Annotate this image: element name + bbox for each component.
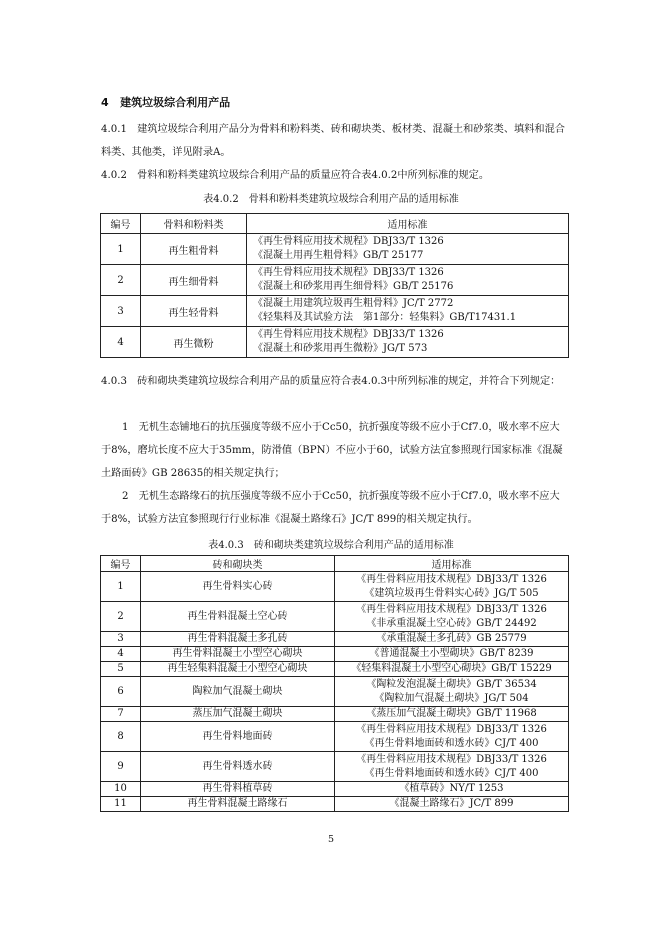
table-4-0-3-caption: 表4.0.3 砖和砌块类建筑垃圾综合利用产品的适用标准 <box>208 540 454 551</box>
standard-line: 《再生骨料应用技术规程》DBJ33/T 1326 <box>356 754 547 765</box>
applicable-standards <box>247 234 569 265</box>
table-header-row <box>101 214 569 234</box>
applicable-standards <box>247 327 569 358</box>
table-row <box>101 707 569 722</box>
clause-4-0-3: 4.0.3 砖和砌块类建筑垃圾综合利用产品的质量应符合表4.0.3中所列标准的规定，并符合下列规定： <box>101 376 561 387</box>
standard-line: 《再生骨料应用技术规程》DBJ33/T 1326 <box>253 267 444 278</box>
standard-line: 《混凝土路缘石》JC/T 899 <box>389 798 514 810</box>
header-category: 骨料和粉料类 <box>141 214 247 234</box>
table-4-0-2 <box>100 213 569 358</box>
product-name: 再生粗骨料 <box>141 234 247 265</box>
section-title: 建筑垃圾综合利用产品 <box>120 96 231 109</box>
row-number: 9 <box>101 752 141 782</box>
clause-4-0-3-item-2: 2 无机生态路缘石的抗压强度等级不应小于Cc50，抗折强度等级不应小于Cf7.0，吸水率不应大于8%，试验方法宜参照现行行业标准《混凝土路缘石》JC/T 899的相关规定执行。 <box>101 491 560 525</box>
applicable-standards <box>335 647 569 662</box>
table-row <box>101 602 569 632</box>
standard-line: 《再生骨料应用技术规程》DBJ33/T 1326 <box>253 329 444 340</box>
table-row <box>101 327 569 358</box>
standard-line: 《建筑垃圾再生骨料实心砖》JG/T 505 <box>364 587 539 599</box>
product-name: 再生骨料实心砖 <box>141 572 335 602</box>
table-row <box>101 752 569 782</box>
row-number: 11 <box>101 797 141 812</box>
applicable-standards <box>247 265 569 296</box>
standard-line: 《混凝土和砂浆用再生细骨料》GB/T 25176 <box>253 281 454 292</box>
applicable-standards <box>247 296 569 327</box>
product-name: 再生骨料混凝土空心砖 <box>141 602 335 632</box>
product-name: 陶粒加气混凝土砌块 <box>141 677 335 707</box>
clause-4-0-2: 4.0.2 骨料和粉料类建筑垃圾综合利用产品的质量应符合表4.0.2中所列标准的规定。 <box>101 170 490 181</box>
standard-line: 《混凝土用再生粗骨料》GB/T 25177 <box>253 250 424 261</box>
table-row <box>101 677 569 707</box>
standard-line: 《非承重混凝土空心砖》GB/T 24492 <box>366 617 537 629</box>
row-number: 5 <box>101 662 141 677</box>
table-row <box>101 722 569 752</box>
standard-line: 《轻集料混凝土小型空心砌块》GB/T 15229 <box>351 663 552 675</box>
table-row <box>101 296 569 327</box>
header-number: 编号 <box>101 556 141 572</box>
standard-line: 《陶粒加气混凝土砌块》JG/T 504 <box>374 692 529 704</box>
standard-line: 《植草砖》NY/T 1253 <box>399 783 504 795</box>
applicable-standards <box>335 782 569 797</box>
table-row <box>101 797 569 812</box>
table-row <box>101 662 569 677</box>
standard-line: 《混凝土和砂浆用再生微粉》JG/T 573 <box>253 343 428 354</box>
standard-line: 《再生骨料应用技术规程》DBJ33/T 1326 <box>356 574 547 585</box>
row-number: 8 <box>101 722 141 752</box>
table-row <box>101 572 569 602</box>
clause-4-0-1: 4.0.1 建筑垃圾综合利用产品分为骨料和粉料类、砖和砌块类、板材类、混凝土和砂浆类、填料和混合料类、其他类，详见附录A。 <box>101 124 565 158</box>
applicable-standards <box>335 662 569 677</box>
header-number: 编号 <box>101 214 141 234</box>
product-name: 再生微粉 <box>141 327 247 358</box>
standard-line: 《再生骨料地面砖和透水砖》CJ/T 400 <box>364 767 539 779</box>
table-header-row <box>101 556 569 572</box>
section-heading <box>101 94 230 110</box>
product-name: 蒸压加气混凝土砌块 <box>141 707 335 722</box>
product-name: 再生轻骨料 <box>141 296 247 327</box>
row-number: 6 <box>101 677 141 707</box>
product-name: 再生骨料混凝土小型空心砌块 <box>141 647 335 662</box>
row-number: 2 <box>101 602 141 632</box>
page-number: 5 <box>327 834 335 845</box>
table-row <box>101 632 569 647</box>
product-name: 再生骨料植草砖 <box>141 782 335 797</box>
applicable-standards <box>335 752 569 782</box>
row-number: 2 <box>101 265 141 296</box>
table-row <box>101 782 569 797</box>
row-number: 3 <box>101 632 141 647</box>
clause-4-0-3-item-1: 1 无机生态铺地石的抗压强度等级不应小于Cc50，抗折强度等级不应小于Cf7.0，吸水率不应大于8%，磨坑长度不应大于35mm，防滑值（BPN）不应小于60，试验方法宜参照现行国家标准《混凝土路面砖》GB 28635的相关规定执行； <box>101 422 563 479</box>
row-number: 1 <box>101 234 141 265</box>
standard-line: 《蒸压加气混凝土砌块》GB/T 11968 <box>366 708 537 720</box>
product-name: 再生细骨料 <box>141 265 247 296</box>
table-row <box>101 234 569 265</box>
product-name: 再生轻集料混凝土小型空心砌块 <box>141 662 335 677</box>
standard-line: 《普通混凝土小型砌块》GB/T 8239 <box>369 648 534 660</box>
row-number: 3 <box>101 296 141 327</box>
applicable-standards <box>335 797 569 812</box>
applicable-standards <box>335 677 569 707</box>
row-number: 1 <box>101 572 141 602</box>
product-name: 再生骨料混凝土多孔砖 <box>141 632 335 647</box>
row-number: 7 <box>101 707 141 722</box>
section-number: 4 <box>101 96 109 109</box>
standard-line: 《轻集料及其试验方法 第1部分：轻集料》GB/T17431.1 <box>253 312 517 323</box>
product-name: 再生骨料透水砖 <box>141 752 335 782</box>
applicable-standards <box>335 602 569 632</box>
row-number: 10 <box>101 782 141 797</box>
applicable-standards <box>335 632 569 647</box>
standard-line: 《混凝土用建筑垃圾再生粗骨料》JC/T 2772 <box>253 298 454 309</box>
product-name: 再生骨料地面砖 <box>141 722 335 752</box>
table-4-0-3 <box>100 555 569 812</box>
table-4-0-2-caption: 表4.0.2 骨料和粉料类建筑垃圾综合利用产品的适用标准 <box>203 194 459 205</box>
header-category: 砖和砌块类 <box>141 556 335 572</box>
applicable-standards <box>335 572 569 602</box>
table-row <box>101 265 569 296</box>
row-number: 4 <box>101 647 141 662</box>
standard-line: 《再生骨料应用技术规程》DBJ33/T 1326 <box>356 604 547 615</box>
header-standards: 适用标准 <box>247 214 569 234</box>
applicable-standards <box>335 707 569 722</box>
applicable-standards <box>335 722 569 752</box>
header-standards: 适用标准 <box>335 556 569 572</box>
standard-line: 《再生骨料应用技术规程》DBJ33/T 1326 <box>356 724 547 735</box>
standard-line: 《承重混凝土多孔砖》GB 25779 <box>376 633 527 645</box>
table-row <box>101 647 569 662</box>
row-number: 4 <box>101 327 141 358</box>
product-name: 再生骨料混凝土路缘石 <box>141 797 335 812</box>
standard-line: 《陶粒发泡混凝土砌块》GB/T 36534 <box>366 679 537 690</box>
standard-line: 《再生骨料地面砖和透水砖》CJ/T 400 <box>364 737 539 749</box>
standard-line: 《再生骨料应用技术规程》DBJ33/T 1326 <box>253 236 444 247</box>
